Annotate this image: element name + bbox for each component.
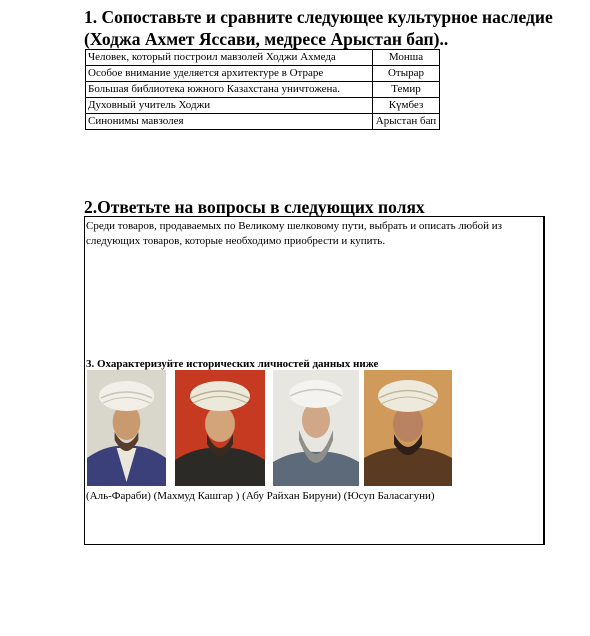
table-cell-left: Духовный учитель Ходжи xyxy=(86,98,373,114)
table-row xyxy=(86,114,440,130)
table-row xyxy=(86,50,440,66)
section2-prompt: Среди товаров, продаваемых по Великому шелковому пути, выбрать и описать любой из следующих товаров, которые необходимо приобрести и купить. xyxy=(86,220,503,247)
table-cell-left: Большая библиотека южного Казахстана уничтожена. xyxy=(86,82,373,98)
portrait-al-farabi xyxy=(87,370,166,486)
table-cell-right: Темир xyxy=(373,82,440,98)
portrait-biruni xyxy=(273,370,359,486)
table-cell-left: Синонимы мавзолея xyxy=(86,114,373,130)
portrait-balasaguni xyxy=(364,370,452,486)
portrait-mahmud-kashgari xyxy=(175,370,265,486)
matching-table xyxy=(85,49,440,130)
section3-title: 3. Охарактеризуйте исторических личностей данных ниже xyxy=(86,358,379,370)
table-row xyxy=(86,98,440,114)
section1-title: 1. Сопоставьте и сравните следующее культурное наследие (Ходжа Ахмет Яссави, медресе Арыстан бап).. xyxy=(84,7,553,49)
table-cell-left: Особое внимание уделяется архитектуре в Отраре xyxy=(86,66,373,82)
table-cell-right: Отырар xyxy=(373,66,440,82)
table-cell-right: Күмбез xyxy=(373,98,440,114)
table-row xyxy=(86,66,440,82)
table-cell-right: Арыстан бап xyxy=(373,114,440,130)
table-cell-left: Человек, который построил мавзолей Ходжи Ахмеда xyxy=(86,50,373,66)
table-cell-right: Монша xyxy=(373,50,440,66)
section2-title: 2.Ответьте на вопросы в следующих полях xyxy=(84,197,425,217)
table-row xyxy=(86,82,440,98)
portrait-captions: (Аль-Фараби) (Махмуд Кашгар ) (Абу Райхан Бируни) (Юсуп Баласагуни) xyxy=(86,490,435,502)
